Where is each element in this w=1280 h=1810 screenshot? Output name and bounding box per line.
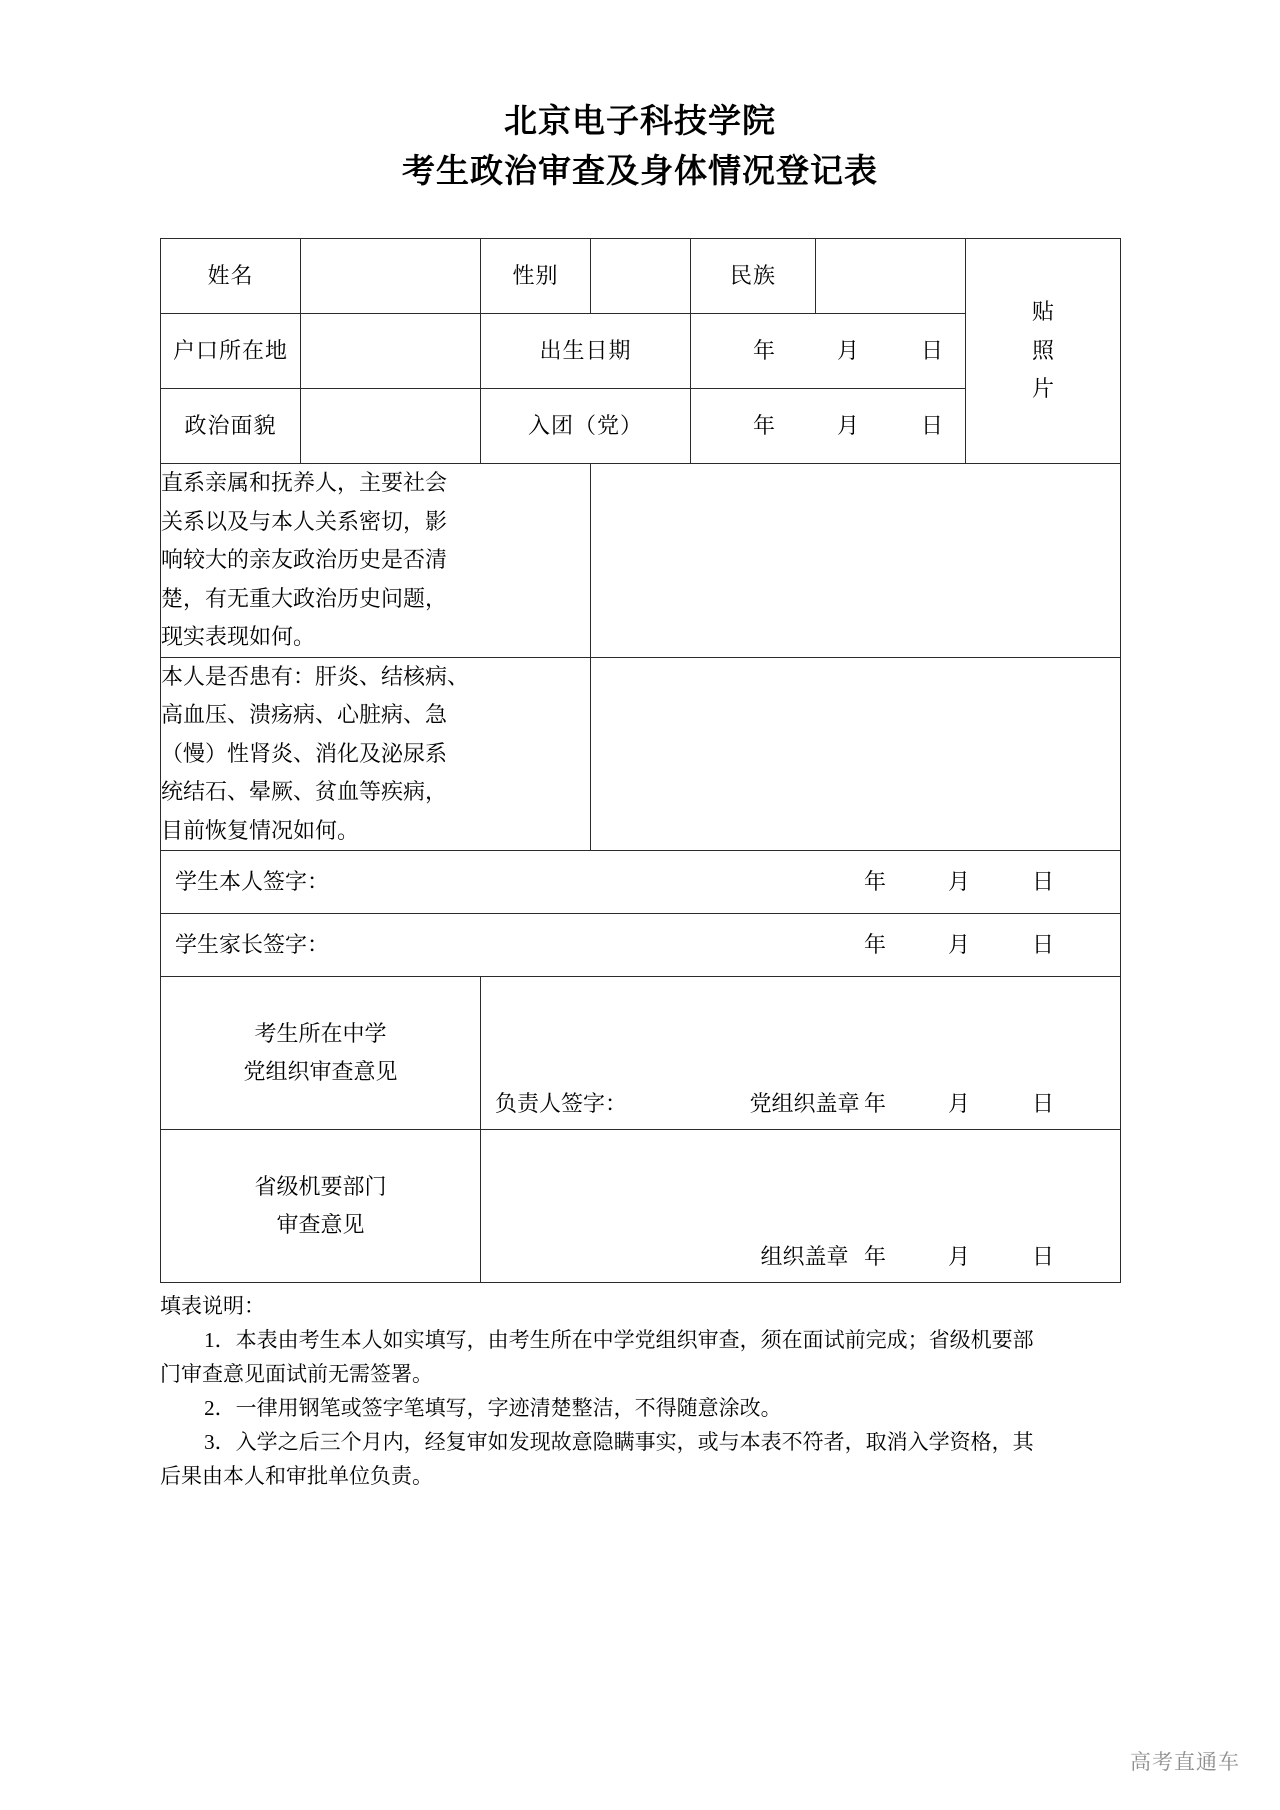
provincial-opinion-label-line-1: 省级机要部门 <box>254 1173 387 1199</box>
parent-sig-day-unit: 日 <box>1031 931 1054 957</box>
watermark-label: 高考直通车 <box>1130 1751 1240 1774</box>
student-sig-year-unit: 年 <box>863 868 886 894</box>
student-signature-date <box>864 863 1054 902</box>
document-title <box>0 0 1280 196</box>
label-birth-date: 出生日期 <box>481 314 691 389</box>
field-political-status[interactable] <box>301 389 481 464</box>
registration-form <box>160 238 1120 1283</box>
provincial-opinion-day-unit: 日 <box>1031 1243 1054 1269</box>
parent-signature-label: 学生家长签字： <box>175 931 330 957</box>
field-gender[interactable] <box>591 239 691 314</box>
join-day-unit: 日 <box>921 412 944 438</box>
birth-year-unit: 年 <box>753 337 776 363</box>
provincial-opinion-month-unit: 月 <box>947 1243 970 1269</box>
field-ethnicity[interactable] <box>816 239 966 314</box>
photo-label-line-2: 照 <box>1031 337 1054 363</box>
question-health-line-4: 统结石、晕厥、贫血等疾病， <box>161 779 448 804</box>
student-signature-label: 学生本人签字： <box>175 868 330 894</box>
school-opinion-date <box>864 1085 1054 1124</box>
question-relatives-line-5: 现实表现如何。 <box>161 624 316 649</box>
table-row-school-opinion <box>161 977 1121 1130</box>
parent-sig-month-unit: 月 <box>947 931 970 957</box>
student-sig-day-unit: 日 <box>1031 868 1054 894</box>
school-opinion-label-line-2: 党组织审查意见 <box>243 1059 398 1084</box>
birth-day-unit: 日 <box>921 337 944 363</box>
question-health-line-5: 目前恢复情况如何。 <box>161 817 360 843</box>
parent-signature-cell[interactable] <box>161 914 1121 977</box>
provincial-opinion-date <box>864 1238 1054 1277</box>
school-opinion-stamp-label: 党组织盖章 <box>749 1090 860 1116</box>
school-opinion-day-unit: 日 <box>1031 1090 1054 1116</box>
title-line-2: 考生政治审查及身体情况登记表 <box>402 152 878 189</box>
provincial-opinion-stamp-label: 组织盖章 <box>760 1243 849 1269</box>
table-row-health <box>161 657 1121 851</box>
field-household-location[interactable] <box>301 314 481 389</box>
school-opinion-month-unit: 月 <box>947 1090 970 1116</box>
question-relatives-line-3: 响较大的亲友政治历史是否清 <box>161 547 448 572</box>
question-health-line-1: 本人是否患有：肝炎、结核病、 <box>161 663 470 689</box>
student-signature-cell[interactable] <box>161 851 1121 914</box>
photo-label-line-3: 片 <box>1031 376 1054 402</box>
question-relatives-label <box>161 464 591 658</box>
table-row-student-signature <box>161 851 1121 914</box>
form-table <box>160 238 1121 1283</box>
table-row-relatives <box>161 464 1121 658</box>
field-name[interactable] <box>301 239 481 314</box>
photo-paste-area[interactable] <box>966 239 1121 464</box>
instruction-item-3-line-1: 3．入学之后三个月内，经复审如发现故意隐瞒事实，或与本表不符者，取消入学资格，其 <box>204 1430 1034 1455</box>
label-ethnicity: 民族 <box>691 239 816 314</box>
field-health-answer[interactable] <box>591 657 1121 851</box>
instruction-item-1-line-2: 门审查意见面试前无需签署。 <box>160 1362 433 1387</box>
provincial-opinion-body[interactable] <box>481 1130 1121 1283</box>
provincial-opinion-label-line-2: 审查意见 <box>276 1212 365 1237</box>
student-sig-month-unit: 月 <box>947 868 970 894</box>
school-opinion-label <box>161 977 481 1130</box>
table-row-basic-1 <box>161 239 1121 314</box>
title-line-1: 北京电子科技学院 <box>504 102 776 139</box>
school-opinion-signer-label: 负责人签字： <box>495 1090 628 1116</box>
parent-signature-date <box>864 926 1054 965</box>
birth-month-unit: 月 <box>837 337 860 363</box>
school-opinion-year-unit: 年 <box>863 1090 886 1116</box>
instruction-item-1-line-1: 1．本表由考生本人如实填写，由考生所在中学党组织审查，须在面试前完成；省级机要部 <box>204 1328 1034 1353</box>
field-relatives-answer[interactable] <box>591 464 1121 658</box>
instruction-item-2: 2．一律用钢笔或签字笔填写，字迹清楚整洁，不得随意涂改。 <box>204 1396 782 1421</box>
field-join-party-date[interactable] <box>691 389 966 464</box>
table-row-provincial-opinion <box>161 1130 1121 1283</box>
label-name: 姓名 <box>161 239 301 314</box>
field-birth-date[interactable] <box>691 314 966 389</box>
question-relatives-line-4: 楚，有无重大政治历史问题， <box>161 585 448 611</box>
question-health-label <box>161 657 591 851</box>
provincial-opinion-year-unit: 年 <box>863 1243 886 1269</box>
question-health-line-3: （慢）性肾炎、消化及泌尿系 <box>161 740 448 766</box>
instruction-item-3-line-2: 后果由本人和审批单位负责。 <box>160 1464 433 1489</box>
provincial-opinion-footer <box>481 1238 1120 1277</box>
join-month-unit: 月 <box>837 412 860 438</box>
provincial-opinion-label <box>161 1130 481 1283</box>
instructions-heading: 填表说明： <box>160 1294 265 1318</box>
question-relatives-line-2: 关系以及与本人关系密切，影 <box>161 508 448 534</box>
school-opinion-label-line-1: 考生所在中学 <box>254 1020 387 1046</box>
label-join-party: 入团（党） <box>481 389 691 464</box>
parent-sig-year-unit: 年 <box>863 931 886 957</box>
school-opinion-footer <box>481 1085 1120 1124</box>
question-relatives-line-1: 直系亲属和抚养人，主要社会 <box>161 470 448 495</box>
table-row-parent-signature <box>161 914 1121 977</box>
school-opinion-body[interactable] <box>481 977 1121 1130</box>
question-health-line-2: 高血压、溃疡病、心脏病、急 <box>161 702 448 727</box>
form-instructions <box>160 1289 1120 1493</box>
label-gender: 性别 <box>481 239 591 314</box>
label-political-status: 政治面貌 <box>161 389 301 464</box>
join-year-unit: 年 <box>753 412 776 438</box>
label-household-location: 户口所在地 <box>161 314 301 389</box>
photo-label-line-1: 贴 <box>1031 299 1054 325</box>
